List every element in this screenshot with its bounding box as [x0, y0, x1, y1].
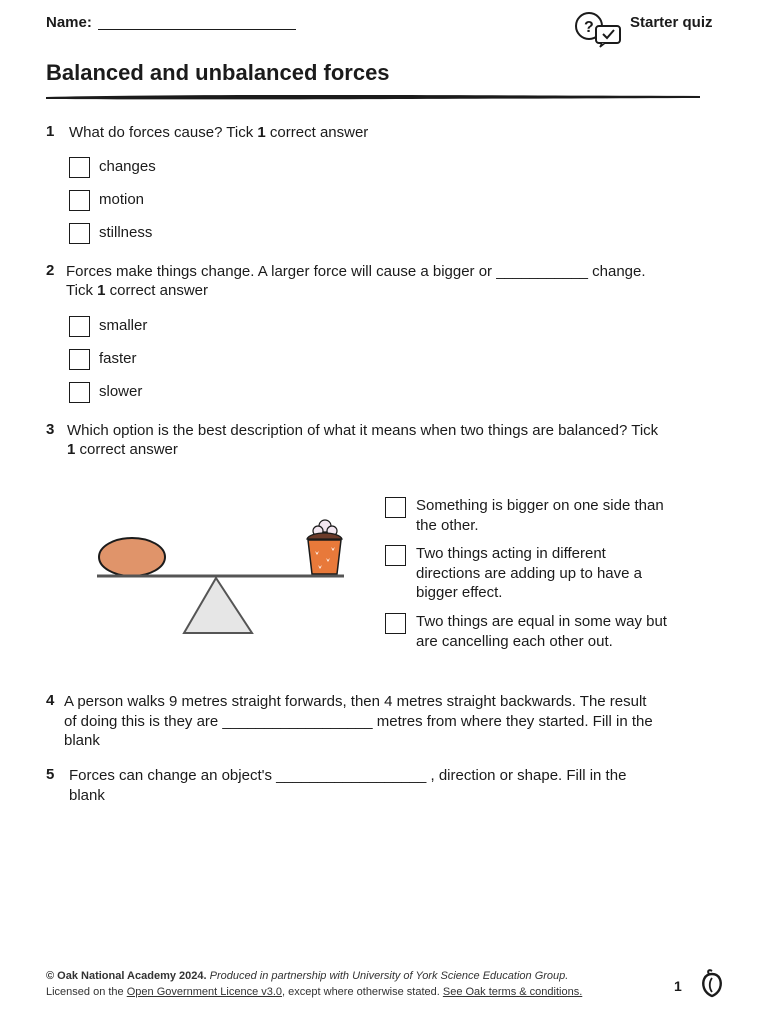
answer-label: faster — [99, 350, 137, 367]
licence-link[interactable]: Open Government Licence v3.0 — [126, 986, 283, 998]
answer-label: slower — [99, 383, 143, 400]
question-3-text-line1: Which option is the best description of what it means when two things are balanced? Tick — [67, 422, 659, 439]
question-2-text-line2: Tick 1 correct answer — [66, 282, 208, 299]
seesaw-pivot — [184, 578, 252, 633]
potato-icon — [99, 538, 165, 576]
question-4-text: A person walks 9 metres straight forwards, then 4 metres straight backwards. The result of doing this is they are __________________ metres from where they started. Fill in the blank — [64, 693, 653, 749]
question-number: 1 — [46, 123, 55, 140]
answer-checkbox[interactable] — [69, 223, 90, 244]
answer-label: stillness — [99, 224, 153, 241]
answer-label: Two things acting in different directions are adding up to have a bigger effect. — [416, 545, 642, 601]
answer-label: changes — [99, 158, 156, 175]
svg-text:?: ? — [584, 19, 594, 36]
question-number: 2 — [46, 262, 55, 279]
answer-checkbox[interactable] — [69, 157, 90, 178]
question-3-text-line2: 1 correct answer — [67, 441, 178, 458]
footer-line1: © Oak National Academy 2024. Produced in partnership with University of York Science Education Group. — [46, 970, 569, 982]
question-chat-icon — [572, 8, 624, 48]
answer-checkbox[interactable] — [385, 545, 406, 566]
question-2-text-line1: Forces make things change. A larger force will cause a bigger or ___________ change. — [66, 263, 646, 280]
answer-checkbox[interactable] — [69, 349, 90, 370]
answer-checkbox[interactable] — [385, 497, 406, 518]
answer-checkbox[interactable] — [385, 613, 406, 634]
question-number: 5 — [46, 766, 55, 783]
page-number: 1 — [674, 978, 682, 994]
answer-label: Two things are equal in some way but are cancelling each other out. — [416, 613, 667, 650]
cupcake-icon — [307, 520, 342, 574]
answer-checkbox[interactable] — [69, 190, 90, 211]
starter-quiz-label: Starter quiz — [630, 14, 713, 31]
answer-label: Something is bigger on one side than the other. — [416, 497, 664, 534]
question-number: 3 — [46, 421, 55, 438]
answer-label: smaller — [99, 317, 148, 334]
question-1-text: What do forces cause? Tick 1 correct answer — [69, 124, 369, 141]
footer — [46, 968, 582, 1000]
name-input-line[interactable] — [98, 29, 296, 30]
answer-checkbox[interactable] — [69, 382, 90, 403]
oak-acorn-logo — [700, 968, 724, 998]
page-title: Balanced and unbalanced forces — [46, 60, 390, 85]
terms-link[interactable]: See Oak terms & conditions. — [442, 986, 583, 998]
answer-checkbox[interactable] — [69, 316, 90, 337]
answer-label: motion — [99, 191, 145, 208]
question-number: 4 — [46, 692, 55, 709]
seesaw-illustration — [94, 512, 350, 638]
name-label: Name: — [46, 14, 92, 31]
footer-line2: Licensed on the Open Government Licence v3.0, except where otherwise stated. See Oak terms & conditions. — [46, 986, 583, 998]
title-underline — [44, 92, 704, 102]
question-5-text: Forces can change an object's __________________ , direction or shape. Fill in the blank — [69, 767, 627, 804]
